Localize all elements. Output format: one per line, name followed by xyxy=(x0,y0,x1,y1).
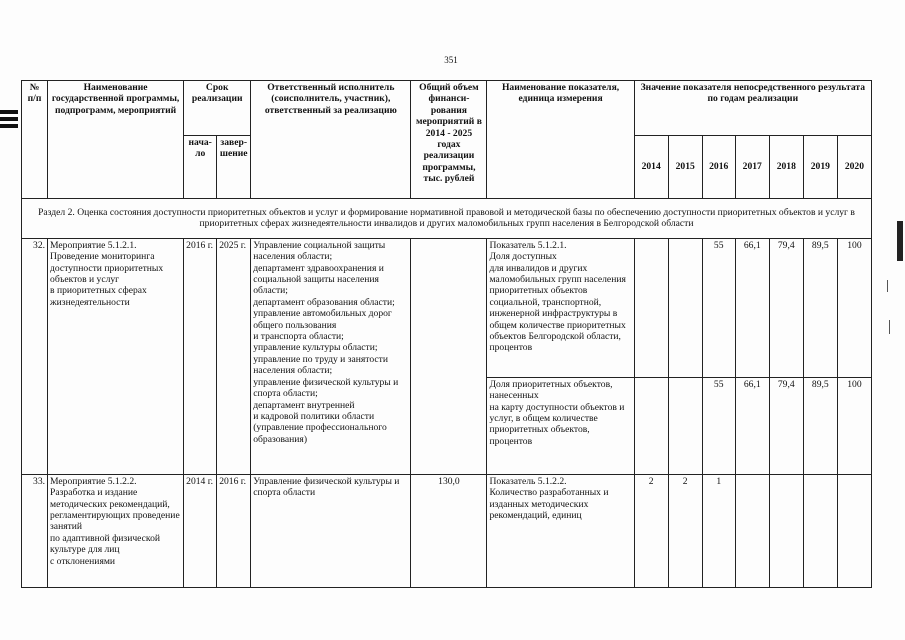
row-end: 2025 г. xyxy=(217,238,251,474)
row-executor: Управление социальной защиты населения области; департамент здравоохранения и социальной защиты населения области; департамент образования области; управление автомобильных дорог общего пользования и транспорта области; управление культуры области; управление по труду и занятости населения области; управление физической культуры и спорта области; департамент внутренней и кадровой политики области (управление профессионального образования) xyxy=(251,238,411,474)
header-volume: Общий объем финанси- рования мероприятий в 2014 - 2025 годах реализации программы, тыс. рублей xyxy=(411,81,487,199)
indicator-value-2016: 55 xyxy=(702,238,735,377)
indicator-name: Показатель 5.1.2.1. Доля доступных для инвалидов и других маломобильных групп населения приоритетных объектов социальной, транспортной, инженерной инфраструктуры в общем количестве приоритетных объектов Белгородской области, процентов xyxy=(487,238,634,377)
scan-edge-marks xyxy=(0,110,20,131)
section-row xyxy=(22,199,872,239)
year-2016: 2016 xyxy=(702,136,735,199)
row-activity-name: Мероприятие 5.1.2.2. Разработка и издание методических рекомендаций, регламентирующих проведение занятий по адаптивной физической культуре для лиц с отклонениями xyxy=(48,474,184,587)
indicator-name: Показатель 5.1.2.2. Количество разработанных и изданных методических рекомендаций, единиц xyxy=(487,474,634,587)
year-2019: 2019 xyxy=(803,136,837,199)
indicator-value-2020: 100 xyxy=(837,377,871,474)
indicator-value-2018: 79,4 xyxy=(769,377,803,474)
row-volume xyxy=(411,238,487,474)
header-name: Наименование государственной программы, подпрограмм, мероприятий xyxy=(48,81,184,199)
indicator-value-2017: 66,1 xyxy=(735,238,769,377)
indicator-value-2014 xyxy=(634,377,668,474)
row-num: 32. xyxy=(22,238,48,474)
page-number: 351 xyxy=(444,55,458,65)
indicator-value-2018: 79,4 xyxy=(769,238,803,377)
year-2020: 2020 xyxy=(837,136,871,199)
row-end: 2016 г. xyxy=(217,474,251,587)
indicator-value-2019: 89,5 xyxy=(803,377,837,474)
scan-tick xyxy=(887,280,888,292)
header-term: Срок реализации xyxy=(184,81,251,136)
indicator-value-2019 xyxy=(803,474,837,587)
indicator-value-2017: 66,1 xyxy=(735,377,769,474)
scan-tick xyxy=(889,320,890,334)
indicator-value-2015: 2 xyxy=(668,474,702,587)
indicator-value-2019: 89,5 xyxy=(803,238,837,377)
indicator-value-2017 xyxy=(735,474,769,587)
section-title: Раздел 2. Оценка состояния доступности приоритетных объектов и услуг и формирование нормативной правовой и методической базы по обеспечению доступности приоритетных объектов и услуг в приоритетных сферах жизнедеятельности инвалидов и других маломобильных групп населения в Белгородской области xyxy=(22,199,872,239)
table-row xyxy=(22,238,872,377)
row-num: 33. xyxy=(22,474,48,587)
indicator-value-2016: 55 xyxy=(702,377,735,474)
indicator-value-2014 xyxy=(634,238,668,377)
year-2018: 2018 xyxy=(769,136,803,199)
year-2017: 2017 xyxy=(735,136,769,199)
header-indicator: Наименование показателя, единица измерения xyxy=(487,81,634,199)
indicator-value-2015 xyxy=(668,377,702,474)
header-values: Значение показателя непосредственного результата по годам реализации xyxy=(634,81,871,136)
row-volume: 130,0 xyxy=(411,474,487,587)
header-num: № п/п xyxy=(22,81,48,199)
indicator-name: Доля приоритетных объектов, нанесенных на карту доступности объектов и услуг, в общем количестве приоритетных объектов, процентов xyxy=(487,377,634,474)
indicator-value-2016: 1 xyxy=(702,474,735,587)
indicator-value-2018 xyxy=(769,474,803,587)
row-start: 2014 г. xyxy=(184,474,217,587)
year-2015: 2015 xyxy=(668,136,702,199)
header-start: нача- ло xyxy=(184,136,217,199)
indicator-value-2014: 2 xyxy=(634,474,668,587)
indicator-value-2020 xyxy=(837,474,871,587)
row-start: 2016 г. xyxy=(184,238,217,474)
indicator-value-2020: 100 xyxy=(837,238,871,377)
header-executor: Ответственный исполнитель (соисполнитель, участник), ответственный за реализацию xyxy=(251,81,411,199)
program-table xyxy=(21,80,872,588)
table-row xyxy=(22,474,872,587)
indicator-value-2015 xyxy=(668,238,702,377)
row-executor: Управление физической культуры и спорта области xyxy=(251,474,411,587)
row-activity-name: Мероприятие 5.1.2.1. Проведение мониторинга доступности приоритетных объектов и услуг в приоритетных сферах жизнедеятельности xyxy=(48,238,184,474)
header-end: завер- шение xyxy=(217,136,251,199)
header-row xyxy=(22,81,872,136)
year-2014: 2014 xyxy=(634,136,668,199)
scan-edge-mark-right xyxy=(897,221,903,261)
